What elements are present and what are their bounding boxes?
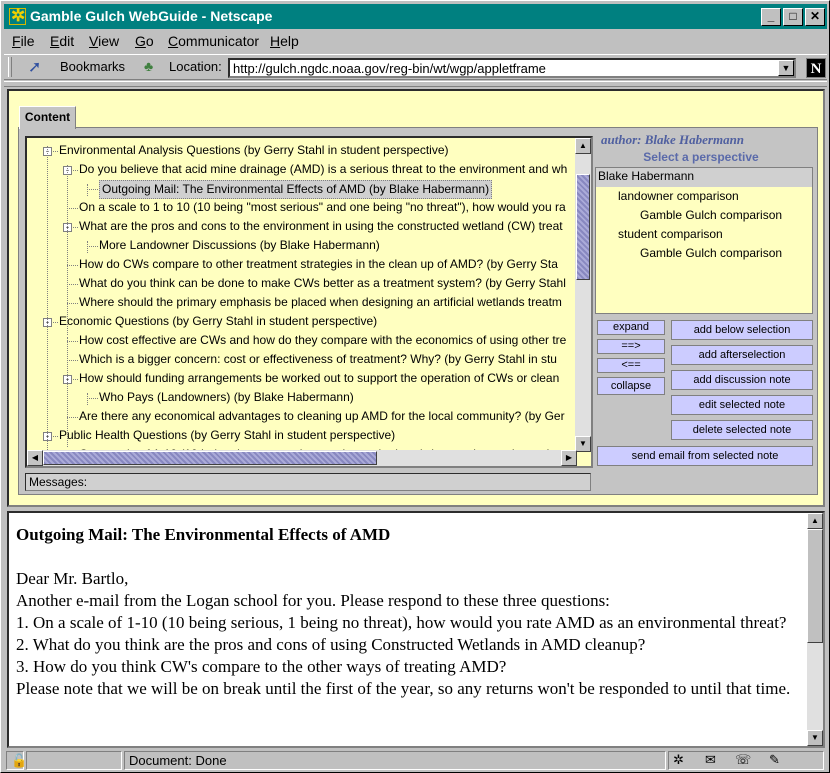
messages-bar xyxy=(25,473,591,491)
tree-connector xyxy=(87,398,98,399)
applet-area xyxy=(7,89,825,507)
tree-node[interactable]: Where should the primary emphasis be placed when designing an artificial wetlands treatm xyxy=(79,295,562,309)
tree-connector xyxy=(87,246,98,247)
tree-node[interactable]: Are there any economical advantages to cleaning up AMD for the local community? (by Ger xyxy=(79,409,565,423)
send-email-button[interactable]: send email from selected note xyxy=(597,446,813,466)
tree-vertical-scrollbar[interactable] xyxy=(575,138,591,452)
security-lock-icon[interactable]: 🔓 xyxy=(6,751,24,770)
tree-horizontal-scrollbar[interactable] xyxy=(27,450,577,466)
edit-selected-note-button[interactable]: edit selected note xyxy=(671,395,813,415)
toolbar-grip[interactable] xyxy=(8,57,12,77)
menu-communicator[interactable]: Communicator xyxy=(168,33,260,49)
collapse-button[interactable]: collapse xyxy=(597,377,665,395)
doc-scroll-thumb[interactable] xyxy=(807,529,823,643)
document-line: 3. How do you think CW's compare to the other ways of treating AMD? xyxy=(16,657,507,676)
tree-connector xyxy=(87,189,98,190)
tree-connector xyxy=(67,303,78,304)
document-line: 1. On a scale of 1-10 (10 being serious, 1 being no threat), how would you rate AMD as an environmental threat? xyxy=(16,613,787,632)
document-frame xyxy=(7,511,825,748)
horizontal-scroll-thumb[interactable] xyxy=(43,451,377,465)
url-dropdown-button[interactable]: ▼ xyxy=(778,60,794,76)
tree-connector xyxy=(67,417,78,418)
content-panel xyxy=(18,127,818,495)
doc-scroll-down-button[interactable]: ▼ xyxy=(807,730,823,746)
tree-node[interactable]: What are the pros and cons to the environment in using the constructed wetland (CW) treat xyxy=(79,219,563,233)
discussion-icon[interactable]: ☏ xyxy=(735,752,752,767)
composer-icon[interactable]: ✎ xyxy=(769,752,780,767)
move-right-button[interactable]: ==> xyxy=(597,339,665,354)
perspective-item[interactable]: student comparison xyxy=(618,227,723,241)
location-label: Location: xyxy=(169,59,222,74)
tree-node[interactable]: What do you think can be done to make CWs better as a treatment system? (by Gerry Stahl xyxy=(79,276,566,290)
url-input[interactable] xyxy=(228,58,796,78)
document-line: Please note that we will be on break until the first of the year, so any returns won't be responded to until that time. xyxy=(16,679,791,698)
document-line: Another e-mail from the Logan school for you. Please respond to these three questions: xyxy=(16,591,610,610)
netscape-app-icon xyxy=(9,8,26,25)
progress-field xyxy=(26,751,122,770)
menu-view[interactable]: View xyxy=(89,33,120,49)
discussion-tree xyxy=(25,136,593,468)
title-bar[interactable] xyxy=(4,4,827,29)
menu-bar xyxy=(4,30,827,52)
tree-connector xyxy=(67,341,78,342)
tree-collapse-toggle[interactable]: - xyxy=(63,223,72,232)
tree-connector xyxy=(67,284,78,285)
tree-guide-line xyxy=(67,165,68,335)
add-discussion-note-button[interactable]: add discussion note xyxy=(671,370,813,390)
bookmarks-button[interactable]: Bookmarks xyxy=(60,59,126,74)
document-line: 2. What do you think are the pros and cons of using Constructed Wetlands in AMD cleanup? xyxy=(16,635,646,654)
delete-selected-note-button[interactable]: delete selected note xyxy=(671,420,813,440)
tree-node[interactable]: Economic Questions (by Gerry Stahl in student perspective) xyxy=(59,314,378,328)
expand-button[interactable]: expand xyxy=(597,320,665,335)
perspective-item[interactable]: Blake Habermann xyxy=(596,168,812,187)
select-perspective-label: Select a perspective xyxy=(643,150,759,164)
tree-node[interactable]: Who Pays (Landowners) (by Blake Habermann) xyxy=(99,390,354,404)
tree-collapse-toggle[interactable]: - xyxy=(63,375,72,384)
perspective-item[interactable]: Gamble Gulch comparison xyxy=(640,246,783,260)
tree-node[interactable]: More Landowner Discussions (by Blake Habermann) xyxy=(99,238,380,252)
tree-connector xyxy=(67,265,78,266)
move-left-button[interactable]: <== xyxy=(597,358,665,373)
minimize-button[interactable]: _ xyxy=(761,8,781,26)
tree-collapse-toggle[interactable]: - xyxy=(43,147,52,156)
tab-content[interactable]: Content xyxy=(19,106,76,129)
tree-node[interactable]: Which is a bigger concern: cost or effectiveness of treatment? Why? (by Gerry Stahl in stu xyxy=(79,352,557,366)
add-after-selection-button[interactable]: add afterselection xyxy=(671,345,813,365)
scroll-up-button[interactable]: ▲ xyxy=(575,138,591,154)
tree-node[interactable]: Do you believe that acid mine drainage (AMD) is a serious threat to the environment and wh xyxy=(79,162,568,176)
tree-guide-line xyxy=(87,184,88,196)
component-bar xyxy=(668,751,824,770)
status-text: Document: Done xyxy=(124,751,666,770)
document-content xyxy=(16,524,806,700)
menu-help[interactable]: Help xyxy=(270,33,299,49)
tree-node[interactable]: Environmental Analysis Questions (by Gerry Stahl in student perspective) xyxy=(59,143,449,157)
tree-connector xyxy=(67,360,78,361)
maximize-button[interactable]: □ xyxy=(783,8,803,26)
navigator-icon[interactable]: ✲ xyxy=(673,752,684,767)
mail-icon[interactable]: ✉ xyxy=(705,752,716,767)
scroll-left-button[interactable]: ◀ xyxy=(27,450,43,466)
tree-node[interactable]: How should funding arrangements be worked out to support the operation of CWs or clean xyxy=(79,371,560,385)
netscape-logo[interactable]: N xyxy=(806,58,826,78)
status-bar xyxy=(4,750,827,771)
vertical-scroll-thumb[interactable] xyxy=(576,174,590,280)
scroll-right-button[interactable]: ▶ xyxy=(561,450,577,466)
tree-collapse-toggle[interactable]: - xyxy=(63,166,72,175)
perspective-item[interactable]: landowner comparison xyxy=(618,189,739,203)
window-title: Gamble Gulch WebGuide - Netscape xyxy=(30,8,273,24)
tree-guide-line xyxy=(47,146,48,458)
url-text: http://gulch.ngdc.noaa.gov/reg-bin/wt/wgp/appletframe xyxy=(233,61,546,76)
tree-node[interactable]: Public Health Questions (by Gerry Stahl in student perspective) xyxy=(59,428,396,442)
tree-guide-line xyxy=(67,337,68,447)
author-label: author: Blake Habermann xyxy=(601,132,745,147)
scroll-down-button[interactable]: ▼ xyxy=(575,436,591,452)
doc-scroll-up-button[interactable]: ▲ xyxy=(807,513,823,529)
tree-node[interactable]: How do CWs compare to other treatment strategies in the clean up of AMD? (by Gerry Sta xyxy=(79,257,558,271)
menu-go[interactable]: Go xyxy=(135,33,154,49)
tree-node[interactable]: On a scale to 1 to 10 (10 being "most serious" and one being "no threat"), how would you ra xyxy=(79,200,566,214)
menu-edit[interactable]: Edit xyxy=(50,33,75,49)
add-below-selection-button[interactable]: add below selection xyxy=(671,320,813,340)
tree-guide-line xyxy=(87,393,88,405)
location-toolbar xyxy=(4,54,827,80)
location-icon: ♣ xyxy=(144,58,154,74)
toolbar-collapse-strip[interactable] xyxy=(4,81,827,87)
document-line: Dear Mr. Bartlo, xyxy=(16,569,129,588)
bookmarks-icon: ➚ xyxy=(28,59,42,76)
menu-file[interactable]: File xyxy=(12,33,35,49)
document-vertical-scrollbar[interactable] xyxy=(807,513,823,746)
perspective-item[interactable]: Gamble Gulch comparison xyxy=(640,208,783,222)
messages-label: Messages: xyxy=(29,475,88,489)
document-title: Outgoing Mail: The Environmental Effects of AMD xyxy=(16,525,391,544)
tree-node[interactable]: How cost effective are CWs and how do they compare with the economics of using other tre xyxy=(79,333,567,347)
perspective-list[interactable] xyxy=(595,167,813,314)
tree-collapse-toggle[interactable]: - xyxy=(43,318,52,327)
tree-guide-line xyxy=(87,241,88,253)
tree-node[interactable]: Outgoing Mail: The Environmental Effects of AMD (by Blake Habermann) xyxy=(99,180,492,199)
tree-connector xyxy=(67,208,78,209)
close-button[interactable]: ✕ xyxy=(805,8,825,26)
tree-collapse-toggle[interactable]: - xyxy=(43,432,52,441)
